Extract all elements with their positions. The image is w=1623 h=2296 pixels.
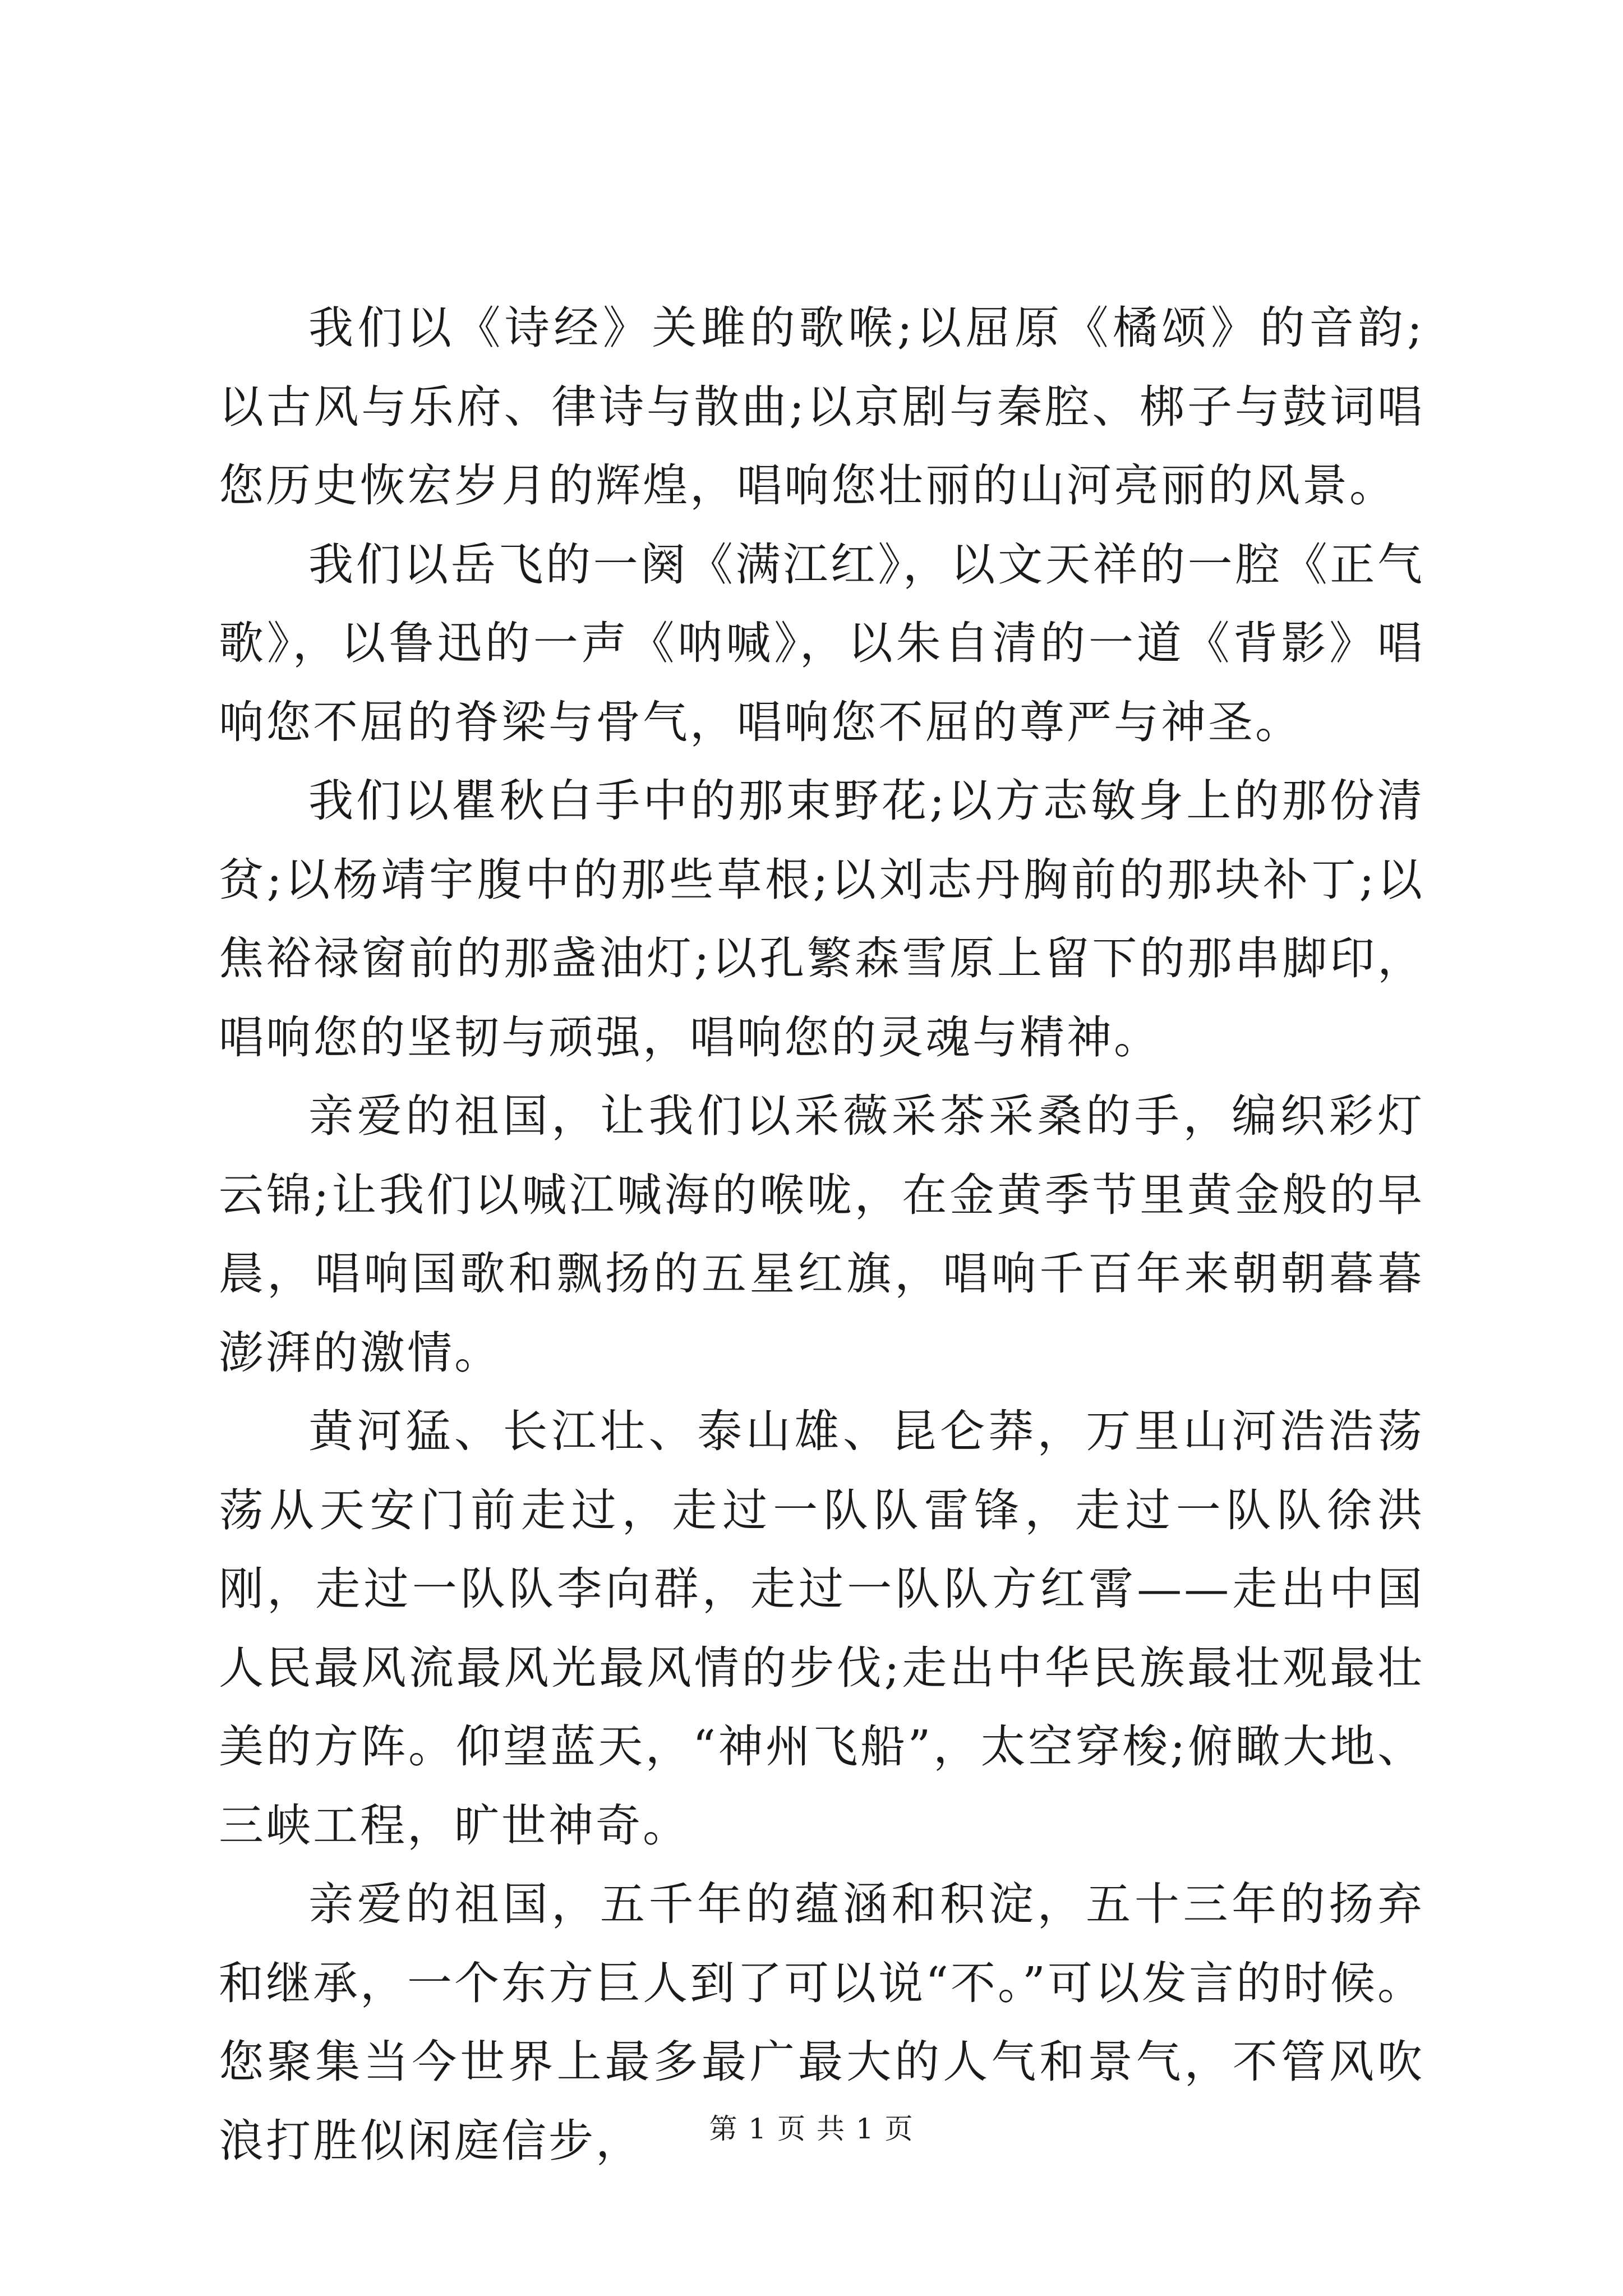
paragraph-5: 黄河猛、长江壮、泰山雄、昆仑莽，万里山河浩浩荡荡从天安门前走过，走过一队队雷锋，走过一队队徐洪刚，走过一队队李向群，走过一队队方红霄——走出中国人民最风流最风光最风情的步伐;走出中华民族最壮观最壮美的方阵。仰望蓝天，“神州飞船”，太空穿梭;俯瞰大地、三峡工程，旷世神奇。 [219,1405,1424,1852]
paragraph-6: 亲爱的祖国，五千年的蕴涵和积淀，五十三年的扬弃和继承，一个东方巨人到了可以说“不。”可以发言的时候。您聚集当今世界上最多最广最大的人气和景气，不管风吹浪打胜似闲庭信步， [219,1878,1424,2167]
body-text [219,289,1424,2180]
paragraph-3: 我们以瞿秋白手中的那束野花;以方志敏身上的那份清贫;以杨靖宇腹中的那些草根;以刘志丹胸前的那块补丁;以焦裕禄窗前的那盏油灯;以孔繁森雪原上留下的那串脚印，唱响您的坚韧与顽强，唱响您的灵魂与精神。 [219,775,1424,1064]
paragraph-1: 我们以《诗经》关雎的歌喉;以屈原《橘颂》的音韵;以古风与乐府、律诗与散曲;以京剧与秦腔、梆子与鼓词唱您历史恢宏岁月的辉煌，唱响您壮丽的山河亮丽的风景。 [219,302,1424,512]
paragraph-4: 亲爱的祖国，让我们以采薇采茶采桑的手，编织彩灯云锦;让我们以喊江喊海的喉咙，在金黄季节里黄金般的早晨，唱响国歌和飘扬的五星红旗，唱响千百年来朝朝暮暮澎湃的激情。 [219,1090,1424,1379]
paragraph-2: 我们以岳飞的一阕《满江红》，以文天祥的一腔《正气歌》，以鲁迅的一声《呐喊》，以朱自清的一道《背影》唱响您不屈的脊梁与骨气，唱响您不屈的尊严与神圣。 [219,538,1424,748]
page-footer: 第 1 页 共 1 页 [709,2113,914,2145]
